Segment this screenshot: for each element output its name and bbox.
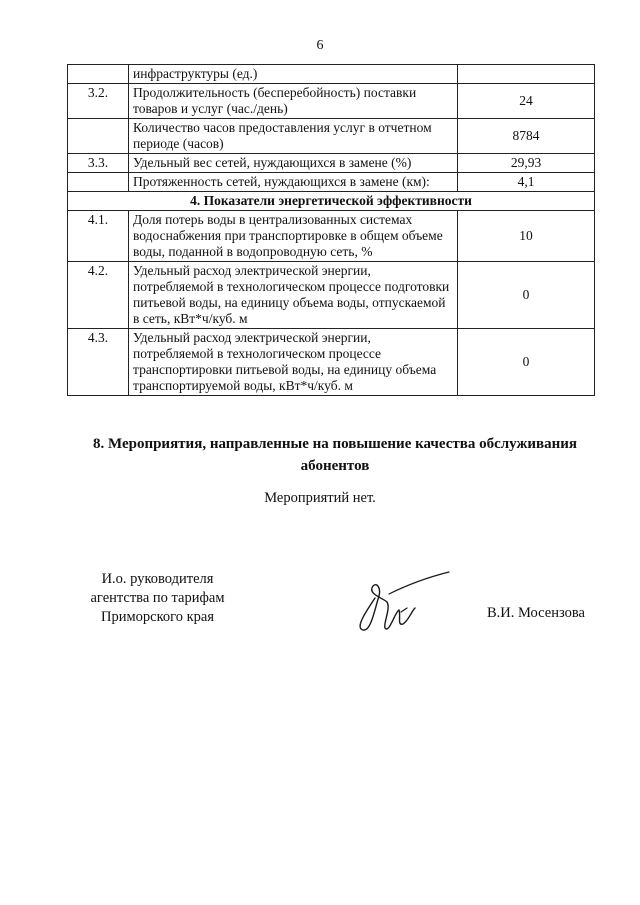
table-row	[68, 119, 595, 154]
indicator-name-cell: Протяженность сетей, нуждающихся в замене (км):	[129, 173, 458, 192]
section-8-body: Мероприятий нет.	[264, 490, 376, 506]
indicators-table	[67, 64, 595, 396]
row-number-cell	[68, 173, 129, 192]
indicator-name-cell: Удельный расход электрической энергии, потребляемой в технологическом процессе транспортировки питьевой воды, на единицу объема транспортируемой воды, кВт*ч/куб. м	[129, 329, 458, 396]
signatory-name: В.И. Мосензова	[487, 605, 585, 621]
handwritten-signature	[345, 568, 455, 638]
indicator-value-cell: 4,1	[458, 173, 595, 192]
page-number: 6	[316, 38, 324, 53]
indicator-value-cell: 8784	[458, 119, 595, 154]
indicator-name-cell: Доля потерь воды в централизованных системах водоснабжения при транспортировке в общем объеме воды, поданной в водопроводную сеть, %	[129, 211, 458, 262]
table-row	[68, 211, 595, 262]
section-8-heading-line2: абонентов	[300, 458, 370, 474]
row-number-cell: 4.1.	[68, 211, 129, 262]
row-number-cell: 3.3.	[68, 154, 129, 173]
indicator-name-cell: Продолжительность (бесперебойность) поставки товаров и услуг (час./день)	[129, 84, 458, 119]
row-number-cell: 4.3.	[68, 329, 129, 396]
table-section-row	[68, 192, 595, 211]
table-row	[68, 84, 595, 119]
indicator-value-cell	[458, 65, 595, 84]
table-row	[68, 329, 595, 396]
indicator-value-cell: 24	[458, 84, 595, 119]
section-heading-cell: 4. Показатели энергетической эффективности	[68, 192, 595, 211]
indicator-name-cell: Количество часов предоставления услуг в отчетном периоде (часов)	[129, 119, 458, 154]
indicator-name-cell: инфраструктуры (ед.)	[129, 65, 458, 84]
section-8-heading-line1: 8. Мероприятия, направленные на повышение качества обслуживания	[92, 436, 577, 452]
row-number-cell	[68, 119, 129, 154]
indicators-table-body	[68, 65, 595, 396]
row-number-cell: 4.2.	[68, 262, 129, 329]
signatory-title-line3: Приморского края	[100, 609, 214, 625]
indicator-value-cell: 10	[458, 211, 595, 262]
indicator-value-cell: 0	[458, 262, 595, 329]
signatory-title-line2: агентства по тарифам	[90, 590, 225, 606]
signatory-title-line1: И.о. руководителя	[101, 571, 214, 587]
signatory-title	[70, 570, 245, 627]
table-row	[68, 65, 595, 84]
indicator-value-cell: 29,93	[458, 154, 595, 173]
table-row	[68, 262, 595, 329]
indicator-name-cell: Удельный вес сетей, нуждающихся в замене (%)	[129, 154, 458, 173]
row-number-cell	[68, 65, 129, 84]
row-number-cell: 3.2.	[68, 84, 129, 119]
indicator-name-cell: Удельный расход электрической энергии, потребляемой в технологическом процессе подготовки питьевой воды, на единицу объема воды, отпускаемой в сеть, кВт*ч/куб. м	[129, 262, 458, 329]
table-row	[68, 173, 595, 192]
table-row	[68, 154, 595, 173]
indicator-value-cell: 0	[458, 329, 595, 396]
section-8-heading	[60, 433, 610, 477]
